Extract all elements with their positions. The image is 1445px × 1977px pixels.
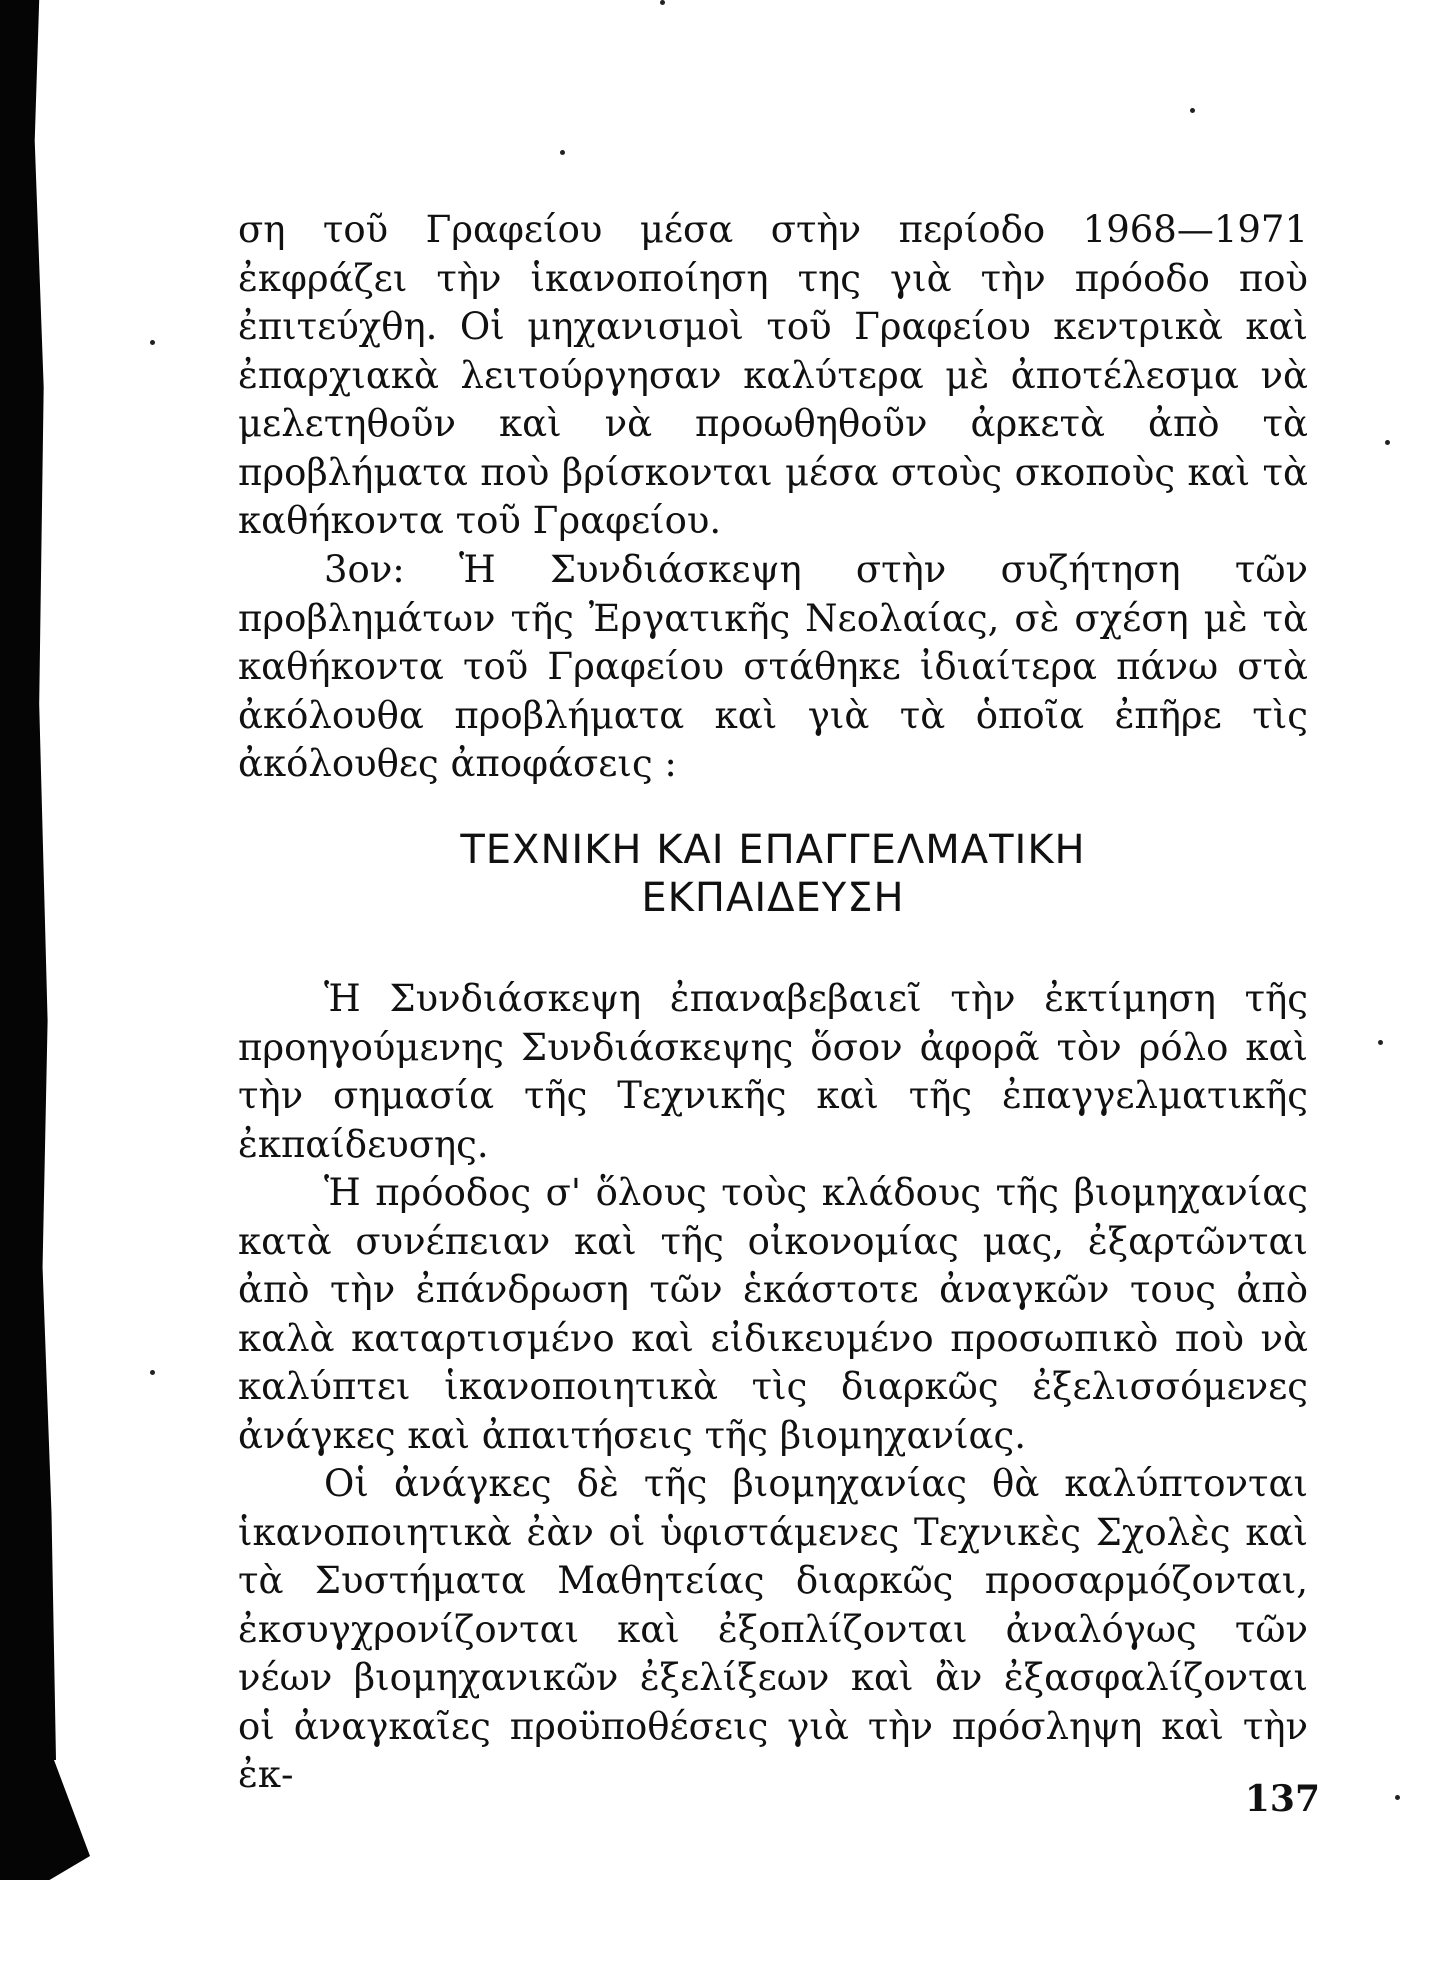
- scan-shadow-corner: [0, 1760, 90, 1880]
- section-text: [238, 546, 1308, 789]
- scan-speck: [150, 340, 155, 345]
- section-heading: [238, 826, 1308, 922]
- scan-speck: [1190, 108, 1195, 113]
- body-paragraph-1: Ἡ Συνδιάσκεψη ἐπαναβεβαιεῖ τὴν ἐκτίμηση τῆς προηγούμενης Συνδιάσκεψης ὅσον ἀφορᾶ τὸν ρόλο καὶ τὴν σημασία τῆς Τεχνικῆς καὶ τῆς ἐπαγγελματικῆς ἐκπαίδευσης.: [238, 977, 1308, 1166]
- heading-line-1: ΤΕΧΝΙΚΗ ΚΑΙ ΕΠΑΓΓΕΛΜΑΤΙΚΗ: [460, 827, 1086, 873]
- intro-paragraph: ση τοῦ Γραφείου μέσα στὴν περίοδο 1968—1971 ἐκφράζει τὴν ἱκανοποίηση της γιὰ τὴν πρόοδο ποὺ ἐπιτεύχθη. Οἱ μηχανισμοὶ τοῦ Γραφείου κεντρικὰ καὶ ἐπαρχιακὰ λειτούργησαν καλύτερα μὲ ἀποτέλεσμα νὰ μελετηθοῦν καὶ νὰ προωθηθοῦν ἀρκετὰ ἀπὸ τὰ προβλήματα ποὺ βρίσκονται μέσα στοὺς σκοποὺς καὶ τὰ καθήκοντα τοῦ Γραφείου.: [238, 208, 1308, 542]
- scan-speck: [1385, 440, 1390, 445]
- scan-speck: [660, 0, 665, 5]
- page-number: 137: [1244, 1778, 1320, 1820]
- scan-shadow-edge: [0, 0, 56, 1760]
- body-paragraph-3: Οἱ ἀνάγκες δὲ τῆς βιομηχανίας θὰ καλύπτονται ἱκανοποιητικὰ ἐὰν οἱ ὑφιστάμενες Τεχνικὲς Σχολὲς καὶ τὰ Συστήματα Μαθητείας διαρκῶς προσαρμόζονται, ἐκσυγχρονίζονται καὶ ἐξοπλίζονται ἀναλόγως τῶν νέων βιομηχανικῶν ἐξελίξεων καὶ ἂν ἐξασφαλίζονται οἱ ἀναγκαῖες προϋποθέσεις γιὰ τὴν πρόσληψη καὶ τὴν ἐκ-: [238, 1462, 1308, 1796]
- heading-line-2: ΕΚΠΑΙΔΕΥΣΗ: [641, 875, 905, 921]
- section-paragraph: 3ον: Ἡ Συνδιάσκεψη στὴν συζήτηση τῶν προβλημάτων τῆς Ἐργατικῆς Νεολαίας, σὲ σχέση μὲ τὰ καθήκοντα τοῦ Γραφείου στάθηκε ἰδιαίτερα πάνω στὰ ἀκόλουθα προβλήματα καὶ γιὰ τὰ ὁποῖα ἐπῆρε τὶς ἀκόλουθες ἀποφάσεις :: [238, 548, 1308, 785]
- body-paragraph-2: Ἡ πρόοδος σ' ὅλους τοὺς κλάδους τῆς βιομηχανίας κατὰ συνέπειαν καὶ τῆς οἰκονομίας μας, ἐξαρτῶνται ἀπὸ τὴν ἐπάνδρωση τῶν ἑκάστοτε ἀναγκῶν τους ἀπὸ καλὰ καταρτισμένο καὶ εἰδικευμένο προσωπικὸ ποὺ νὰ καλύπτει ἱκανοποιητικὰ τὶς διαρκῶς ἐξελισσόμενες ἀνάγκες καὶ ἀπαιτήσεις τῆς βιομηχανίας.: [238, 1171, 1308, 1457]
- scan-speck: [150, 1370, 155, 1375]
- scan-speck: [560, 150, 565, 155]
- scan-speck: [1395, 1795, 1400, 1800]
- intro-text: [238, 206, 1308, 546]
- scan-speck: [1378, 1040, 1383, 1045]
- body-text: [238, 975, 1308, 1800]
